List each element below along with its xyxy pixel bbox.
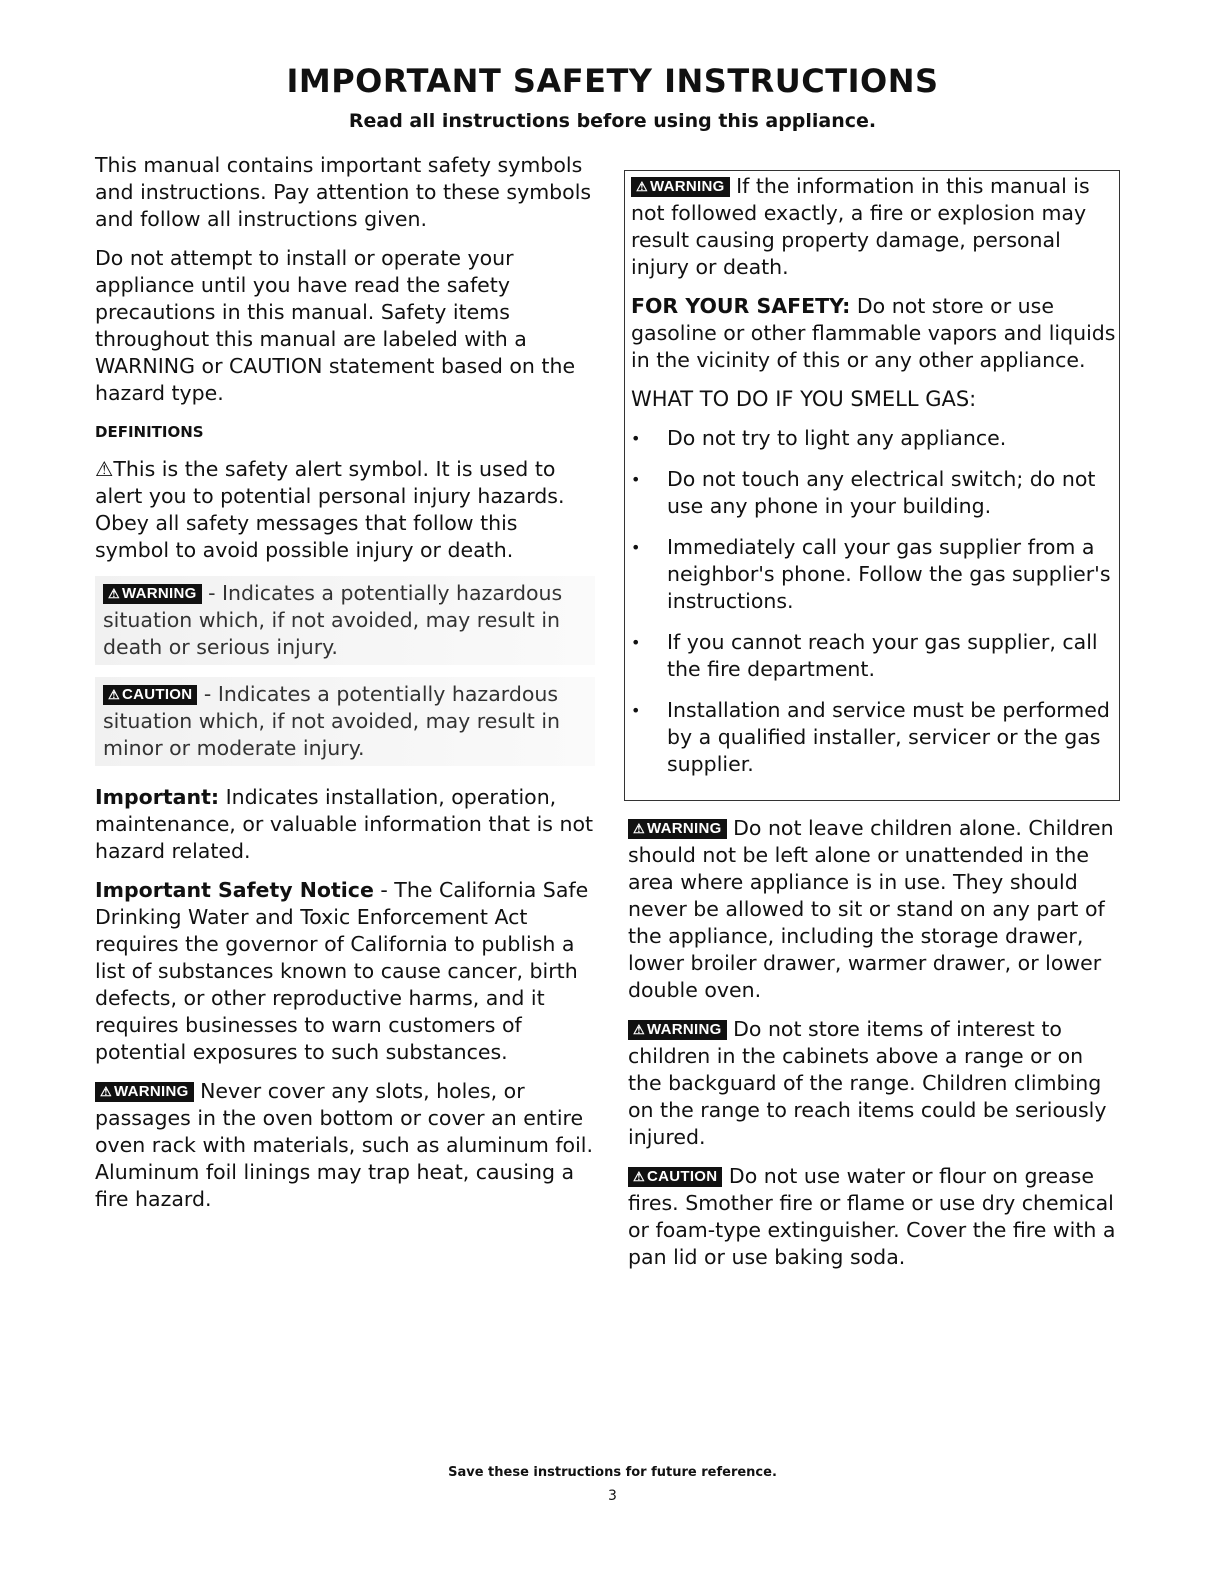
- warning-badge: [631, 177, 730, 197]
- list-item: • If you cannot reach your gas supplier, call the fire department.: [631, 629, 1119, 683]
- caution-definition-text: - Indicates a potentially hazardous situation which, if not avoided, may result in minor or moderate injury.: [103, 682, 561, 760]
- warning-triangle-icon: ⚠: [633, 1022, 645, 1037]
- save-instructions-footer: Save these instructions for future reference.: [448, 1465, 777, 1480]
- caution-triangle-icon: ⚠: [108, 687, 120, 702]
- safety-alert-icon: ⚠: [95, 457, 114, 481]
- warning-badge: [103, 584, 202, 604]
- safety-notice-label: Important Safety Notice: [95, 878, 374, 902]
- warning-triangle-icon: ⚠: [633, 821, 645, 836]
- important-label: Important:: [95, 785, 220, 809]
- list-item: • Do not try to light any appliance.: [631, 425, 1119, 452]
- safety-notice-paragraph: [95, 877, 595, 1066]
- caution-definition: [95, 677, 595, 766]
- warning-badge: [628, 1020, 727, 1040]
- smell-gas-list: [625, 425, 1119, 778]
- box-warning-text: If the information in this manual is not followed exactly, a fire or explosion may result causing property damage, personal injury or death.: [631, 174, 1090, 279]
- important-paragraph: [95, 784, 595, 865]
- grease-caution-text: Do not use water or flour on grease fires. Smother fire or flame or use dry chemical or foam-type extinguisher. Cover the fire with a pan lid or use baking soda.: [628, 1164, 1116, 1269]
- caution-badge: [628, 1167, 722, 1187]
- page-title: IMPORTANT SAFETY INSTRUCTIONS: [286, 62, 939, 100]
- warning-badge-label: WARNING: [121, 585, 197, 602]
- caution-triangle-icon: ⚠: [633, 1169, 645, 1184]
- for-your-safety-text: Do not store or use gasoline or other flammable vapors and liquids in the vicinity of this or any other appliance.: [631, 294, 1116, 372]
- safety-notice-text: - The California Safe Drinking Water and Toxic Enforcement Act requires the governor of California to publish a list of substances known to cause cancer, birth defects, or other reproductive harms, and it requires businesses to warn customers of potential exposures to such substances.: [95, 878, 589, 1064]
- warning-triangle-icon: ⚠: [108, 586, 120, 601]
- list-item: • Immediately call your gas supplier from a neighbor's phone. Follow the gas supplier's instructions.: [631, 534, 1119, 615]
- cover-warning-text: Never cover any slots, holes, or passages in the oven bottom or cover an entire oven rack with materials, such as aluminum foil. Aluminum foil linings may trap heat, causing a fire hazard.: [95, 1079, 593, 1211]
- caution-badge-label: CAUTION: [646, 1168, 718, 1185]
- items-warning-text: Do not store items of interest to children in the cabinets above a range or on the backguard of the range. Children climbing on the range to reach items could be seriously injured.: [628, 1017, 1107, 1149]
- for-your-safety-paragraph: [631, 293, 1119, 374]
- children-warning-paragraph: [628, 815, 1118, 1004]
- do-not-attempt-paragraph: Do not attempt to install or operate your appliance until you have read the safety precautions in this manual. Safety items throughout this manual are labeled with a WARNING or CAUTION statement based on the hazard type.: [95, 246, 576, 405]
- definitions-heading: DEFINITIONS: [95, 423, 204, 441]
- important-text: Indicates installation, operation, maintenance, or valuable information that is not hazard related.: [95, 785, 594, 863]
- box-warning-paragraph: [631, 173, 1119, 281]
- intro-paragraph: This manual contains important safety symbols and instructions. Pay attention to these symbols and follow all instructions given.: [95, 153, 592, 231]
- alert-symbol-text: This is the safety alert symbol. It is used to alert you to potential personal injury hazards. Obey all safety messages that follow this symbol to avoid possible injury or death.: [95, 457, 565, 562]
- warning-definition-text: - Indicates a potentially hazardous situation which, if not avoided, may result in death or serious injury.: [103, 581, 563, 659]
- warning-badge-label: WARNING: [646, 1021, 722, 1038]
- alert-symbol-paragraph: [95, 456, 595, 564]
- grease-caution-paragraph: [628, 1163, 1118, 1271]
- warning-badge-label: WARNING: [646, 820, 722, 837]
- gas-safety-box: [624, 170, 1120, 801]
- smell-gas-heading: WHAT TO DO IF YOU SMELL GAS:: [631, 387, 977, 411]
- warning-badge-label: WARNING: [649, 178, 725, 195]
- caution-badge: [103, 685, 197, 705]
- children-warning-text: Do not leave children alone. Children should not be left alone or unattended in the area where appliance is in use. They should never be allowed to sit or stand on any part of the appliance, including the storage drawer, lower broiler drawer, warmer drawer, or lower double oven.: [628, 816, 1114, 1002]
- cover-warning-paragraph: [95, 1078, 595, 1213]
- warning-triangle-icon: ⚠: [100, 1084, 112, 1099]
- warning-definition: [95, 576, 595, 665]
- left-column: [95, 152, 595, 1225]
- for-your-safety-label: FOR YOUR SAFETY:: [631, 294, 851, 318]
- right-column: [628, 170, 1118, 1283]
- page-number: 3: [608, 1488, 617, 1504]
- list-item: • Installation and service must be performed by a qualified installer, servicer or the gas supplier.: [631, 697, 1119, 778]
- list-item: • Do not touch any electrical switch; do not use any phone in your building.: [631, 466, 1119, 520]
- warning-badge: [95, 1082, 194, 1102]
- warning-badge: [628, 819, 727, 839]
- warning-badge-label: WARNING: [113, 1083, 189, 1100]
- caution-badge-label: CAUTION: [121, 686, 193, 703]
- items-warning-paragraph: [628, 1016, 1118, 1151]
- warning-triangle-icon: ⚠: [636, 179, 648, 194]
- page-subtitle: Read all instructions before using this appliance.: [348, 110, 877, 132]
